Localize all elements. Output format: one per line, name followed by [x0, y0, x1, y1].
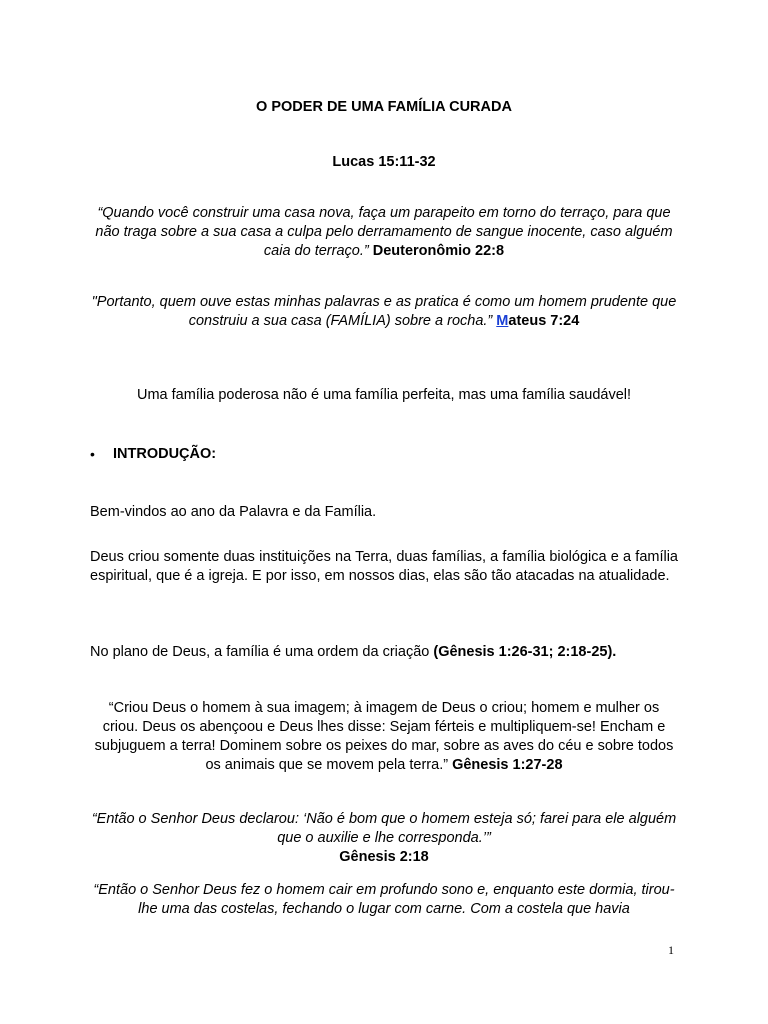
paragraph-creation-order — [90, 643, 678, 662]
epigraph-quote-1 — [90, 204, 678, 261]
section-heading: INTRODUÇÃO: — [113, 446, 217, 462]
quote-1-text: “Quando você construir uma casa nova, faça um parapeito em torno do terraço, para que não traga sobre a sua casa a culpa pelo derramamento de sangue inocente, caso alguém caia do terraço.” — [95, 205, 673, 259]
section-heading-row — [90, 444, 216, 464]
quote-2-reference: ateus 7:24 — [508, 313, 580, 329]
paragraph-welcome: Bem-vindos ao ano da Palavra e da Família. — [90, 504, 377, 520]
document-title: O PODER DE UMA FAMÍLIA CURADA — [256, 99, 512, 115]
quote-genesis-1 — [90, 699, 678, 775]
quote-3-text: “Criou Deus o homem à sua imagem; à imagem de Deus o criou; homem e mulher os criou. Deus os abençoou e Deus lhes disse: Sejam férteis e multipliquem-se! Encham e subjuguem a terra! Dominem sobre os peixes do mar, sobre as aves do céu e sobre todos os animais que se movem pela terra.” — [94, 700, 674, 773]
epigraph-quote-2 — [90, 293, 678, 331]
quote-genesis-2-18 — [90, 810, 678, 867]
quote-genesis-2-21: “Então o Senhor Deus fez o homem cair em profundo sono e, enquanto este dormia, tirou-lhe uma das costelas, fechando o lugar com carne. Com a costela que havia — [93, 882, 675, 917]
paragraph-creation-text: No plano de Deus, a família é uma ordem da criação — [90, 644, 430, 660]
quote-4-text: “Então o Senhor Deus declarou: ‘Não é bom que o homem esteja só; farei para ele alguém que o auxilie e lhe corresponda.’” — [91, 811, 677, 846]
quote-2-text: "Portanto, quem ouve estas minhas palavras e as pratica é como um homem prudente que construiu a sua casa (FAMÍLIA) sobre a rocha.” — [91, 294, 677, 329]
quote-1-reference: Deuteronômio 22:8 — [372, 243, 505, 259]
paragraph-creation-reference: (Gênesis 1:26-31; 2:18-25). — [433, 644, 617, 660]
quote-3-reference: Gênesis 1:27-28 — [452, 757, 563, 773]
page-number: 1 — [668, 943, 674, 957]
quote-4-reference: Gênesis 2:18 — [339, 849, 429, 865]
bullet-icon: • — [90, 446, 95, 462]
quote-2-reference-link[interactable]: M — [496, 313, 509, 329]
paragraph-institutions: Deus criou somente duas instituições na Terra, duas famílias, a família biológica e a família espiritual, que é a igreja. E por isso, em nossos dias, elas são tão atacadas na atualidade. — [90, 549, 678, 584]
tagline: Uma família poderosa não é uma família perfeita, mas uma família saudável! — [136, 387, 632, 403]
scripture-reference: Lucas 15:11-32 — [332, 154, 436, 170]
